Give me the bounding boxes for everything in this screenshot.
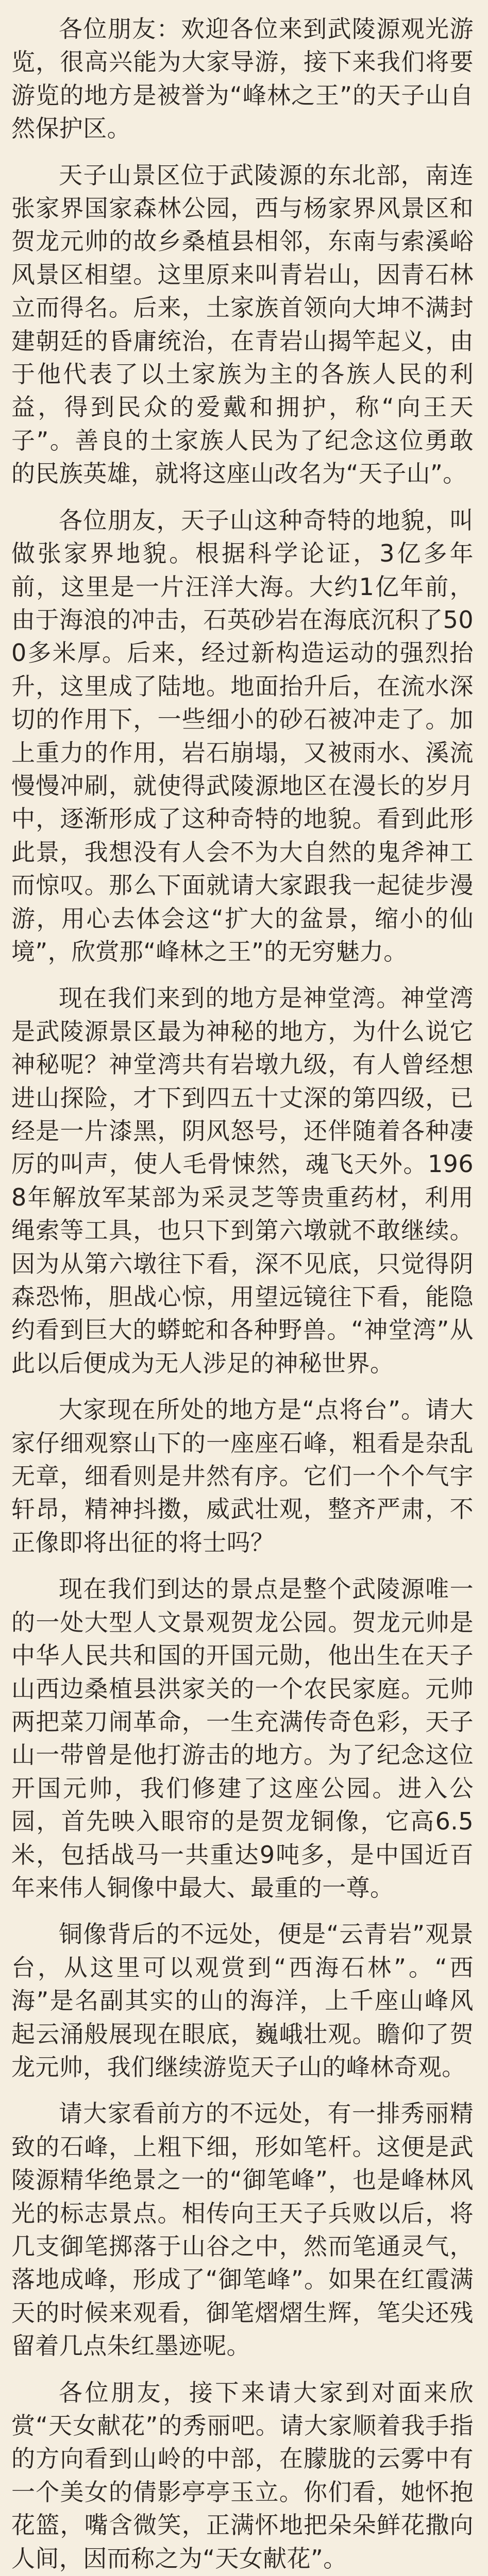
- paragraph-tiannuxianhua: 各位朋友，接下来请大家到对面来欣赏“天女献花”的秀丽吧。请大家顺着我手指的方向看到山岭的中部，在朦胧的云雾中有一个美女的倩影亭亭玉立。你们看，她怀抱花篮，嘴含微笑，正满怀地把朵朵鲜花撒向人间，因而称之为“天女献花”。: [11, 2378, 474, 2572]
- paragraph-yubifeng: 请大家看前方的不远处，有一排秀丽精致的石峰，上粗下细，形如笔杆。这便是武陵源精华绝景之一的“御笔峰”，也是峰林风光的标志景点。相传向王天子兵败以后，将几支御笔掷落于山谷之中，然而笔通灵气，落地成峰，形成了“御笔峰”。如果在红霞满天的时候来观看，御笔熠熠生辉，笔尖还残留着几点朱红墨迹呢。: [11, 2099, 474, 2360]
- paragraph-landform: 各位朋友，天子山这种奇特的地貌，叫做张家界地貌。根据科学论证，3亿多年前，这里是一片汪洋大海。大约1亿年前，由于海浪的冲击，石英砂岩在海底沉积了500多米厚。后来，经过新构造运动的强烈抬升，这里成了陆地。地面抬升后，在流水深切的作用下，一些细小的砂石被冲走了。加上重力的作用，岩石崩塌，又被雨水、溪流慢慢冲刷，就使得武陵源地区在漫长的岁月中，逐渐形成了这种奇特的地貌。看到此形此景，我想没有人会不为大自然的鬼斧神工而惊叹。那么下面就请大家跟我一起徒步漫游，用心去体会这“扩大的盆景，缩小的仙境”，欣赏那“峰林之王”的无穷魅力。: [11, 506, 474, 965]
- paragraph-shentangwan: 现在我们来到的地方是神堂湾。神堂湾是武陵源景区最为神秘的地方，为什么说它神秘呢？神堂湾共有岩墩九级，有人曾经想进山探险，才下到四五十丈深的第四级，已经是一片漆黑，阴风怒号，还伴随着各种凄厉的叫声，使人毛骨悚然，魂飞天外。1968年解放军某部为采灵芝等贵重药材，利用绳索等工具，也只下到第六墩就不敢继续。因为从第六墩往下看，深不见底，只觉得阴森恐怖，胆战心惊，用望远镜往下看，能隐约看到巨大的蟒蛇和各种野兽。“神堂湾”从此以后便成为无人涉足的神秘世界。: [11, 984, 474, 1377]
- paragraph-tianzishan-origin: 天子山景区位于武陵源的东北部，南连张家界国家森林公园，西与杨家界风景区和贺龙元帅的故乡桑植县相邻，东南与索溪峪风景区相望。这里原来叫青岩山，因青石林立而得名。后来，土家族首领向大坤不满封建朝廷的昏庸统治，在青岩山揭竿起义，由于他代表了以土家族为主的各族人民的利益，得到民众的爱戴和拥护，称“向王天子”。善良的土家族人民为了纪念这位勇敢的民族英雄，就将这座山改名为“天子山”。: [11, 161, 474, 488]
- paragraph-helong-park: 现在我们到达的景点是整个武陵源唯一的一处大型人文景观贺龙公园。贺龙元帅是中华人民共和国的开国元勋，他出生在天子山西边桑植县洪家关的一个农民家庭。元帅两把菜刀闹革命，一生充满传奇色彩，天子山一带曾是他打游击的地方。为了纪念这位开国元帅，我们修建了这座公园。进入公园，首先映入眼帘的是贺龙铜像，它高6.5米，包括战马一共重达9吨多，是中国近百年来伟人铜像中最大、最重的一尊。: [11, 1575, 474, 1902]
- paragraph-dianjiangtai: 大家现在所处的地方是“点将台”。请大家仔细观察山下的一座座石峰，粗看是杂乱无章，细看则是井然有序。它们一个个气宇轩昂，精神抖擞，威武壮观，整齐严肃，不正像即将出征的将士吗？: [11, 1396, 474, 1556]
- paragraph-yunqingyan: 铜像背后的不远处，便是“云青岩”观景台，从这里可以观赏到“西海石林”。“西海”是名副其实的山的海洋，上千座山峰风起云涌般展现在眼底，巍峨壮观。瞻仰了贺龙元帅，我们继续游览天子山的峰林奇观。: [11, 1920, 474, 2081]
- paragraph-greeting: 各位朋友：欢迎各位来到武陵源观光游览，很高兴能为大家导游，接下来我们将要游览的地方是被誉为“峰林之王”的天子山自然保护区。: [11, 15, 474, 143]
